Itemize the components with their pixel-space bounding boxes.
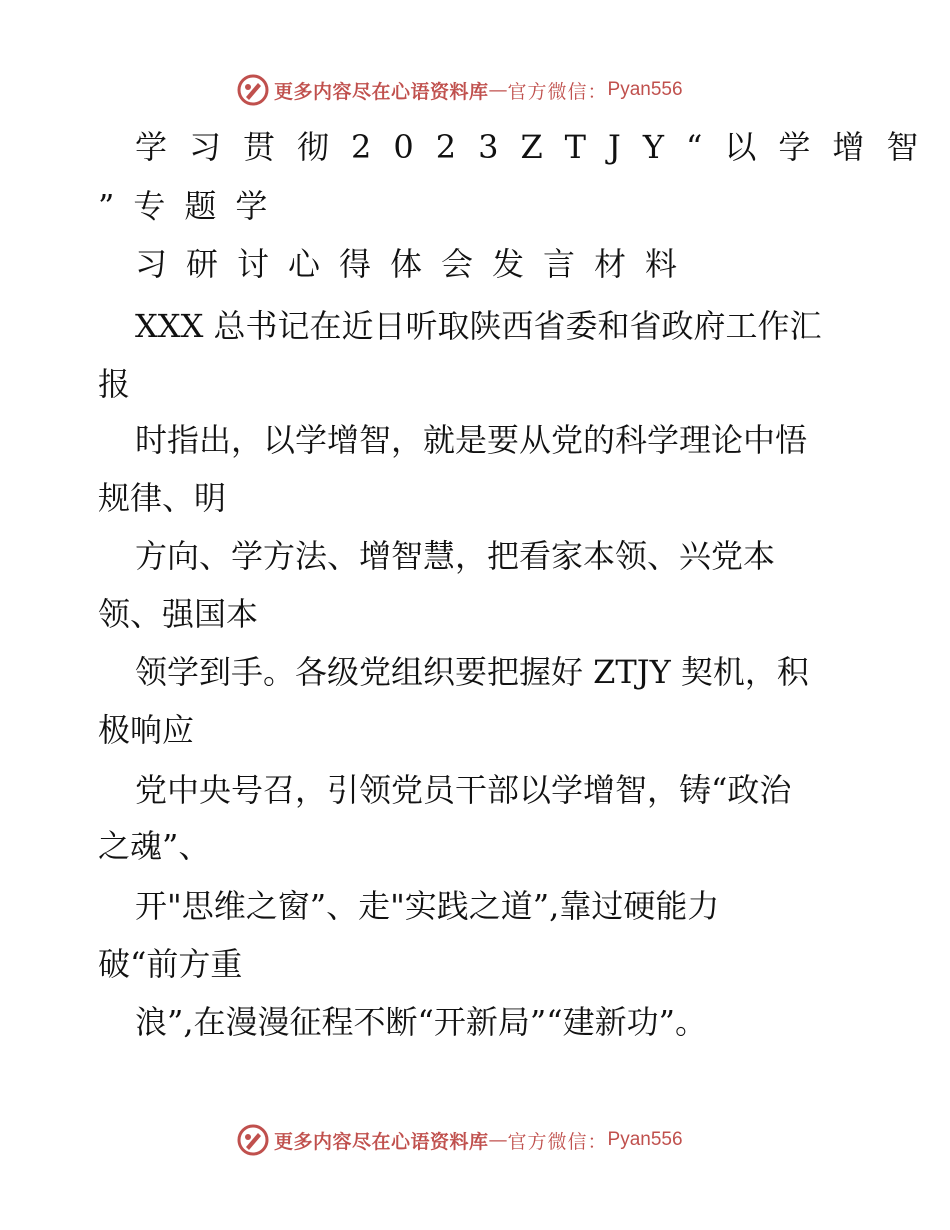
title-line-2: ”专题学	[98, 187, 287, 225]
banner-contact-id: Pyan556	[607, 79, 683, 100]
banner-contact-label: 官方微信：	[507, 80, 608, 103]
body-line: 报	[98, 365, 131, 403]
body-line: 方向、学方法、增智慧，把看家本领、兴党本	[135, 537, 776, 575]
body-line: 浪”,在漫漫征程不断“开新局”“建新功”。	[135, 1003, 707, 1041]
body-line: 破“前方重	[98, 945, 243, 983]
body-line: 开"思维之窗”、走"实践之道”,靠过硬能力	[135, 887, 720, 925]
body-line: 极响应	[98, 711, 195, 749]
body-line: 规律、明	[98, 479, 227, 517]
body-line: 党中央号召，引领党员干部以学增智，铸“政治	[135, 771, 792, 809]
body-line: 之魂”、	[98, 827, 211, 865]
header-banner	[236, 70, 683, 110]
body-line: XXX 总书记在近日听取陕西省委和省政府工作汇	[135, 307, 822, 345]
body-line: 领学到手。各级党组织要把握好 ZTJY 契机，积	[135, 653, 809, 691]
banner-title: 更多内容尽在心语资料库	[274, 80, 489, 103]
banner-separator: —	[488, 79, 508, 101]
banner-contact-label: 官方微信：	[507, 1130, 608, 1153]
footer-banner	[236, 1120, 683, 1160]
banner-title: 更多内容尽在心语资料库	[274, 1130, 489, 1153]
brand-logo-icon	[236, 73, 270, 107]
body-line: 领、强国本	[98, 595, 259, 633]
brand-logo-icon	[236, 1123, 270, 1157]
title-line-1: 学习贯彻2023ZTJY“以学增智	[135, 128, 941, 166]
body-line: 时指出，以学增智，就是要从党的科学理论中悟	[135, 421, 808, 459]
banner-contact-id: Pyan556	[607, 1129, 683, 1150]
title-line-3: 习研讨心得体会发言材料	[135, 245, 697, 283]
banner-separator: —	[488, 1129, 508, 1151]
